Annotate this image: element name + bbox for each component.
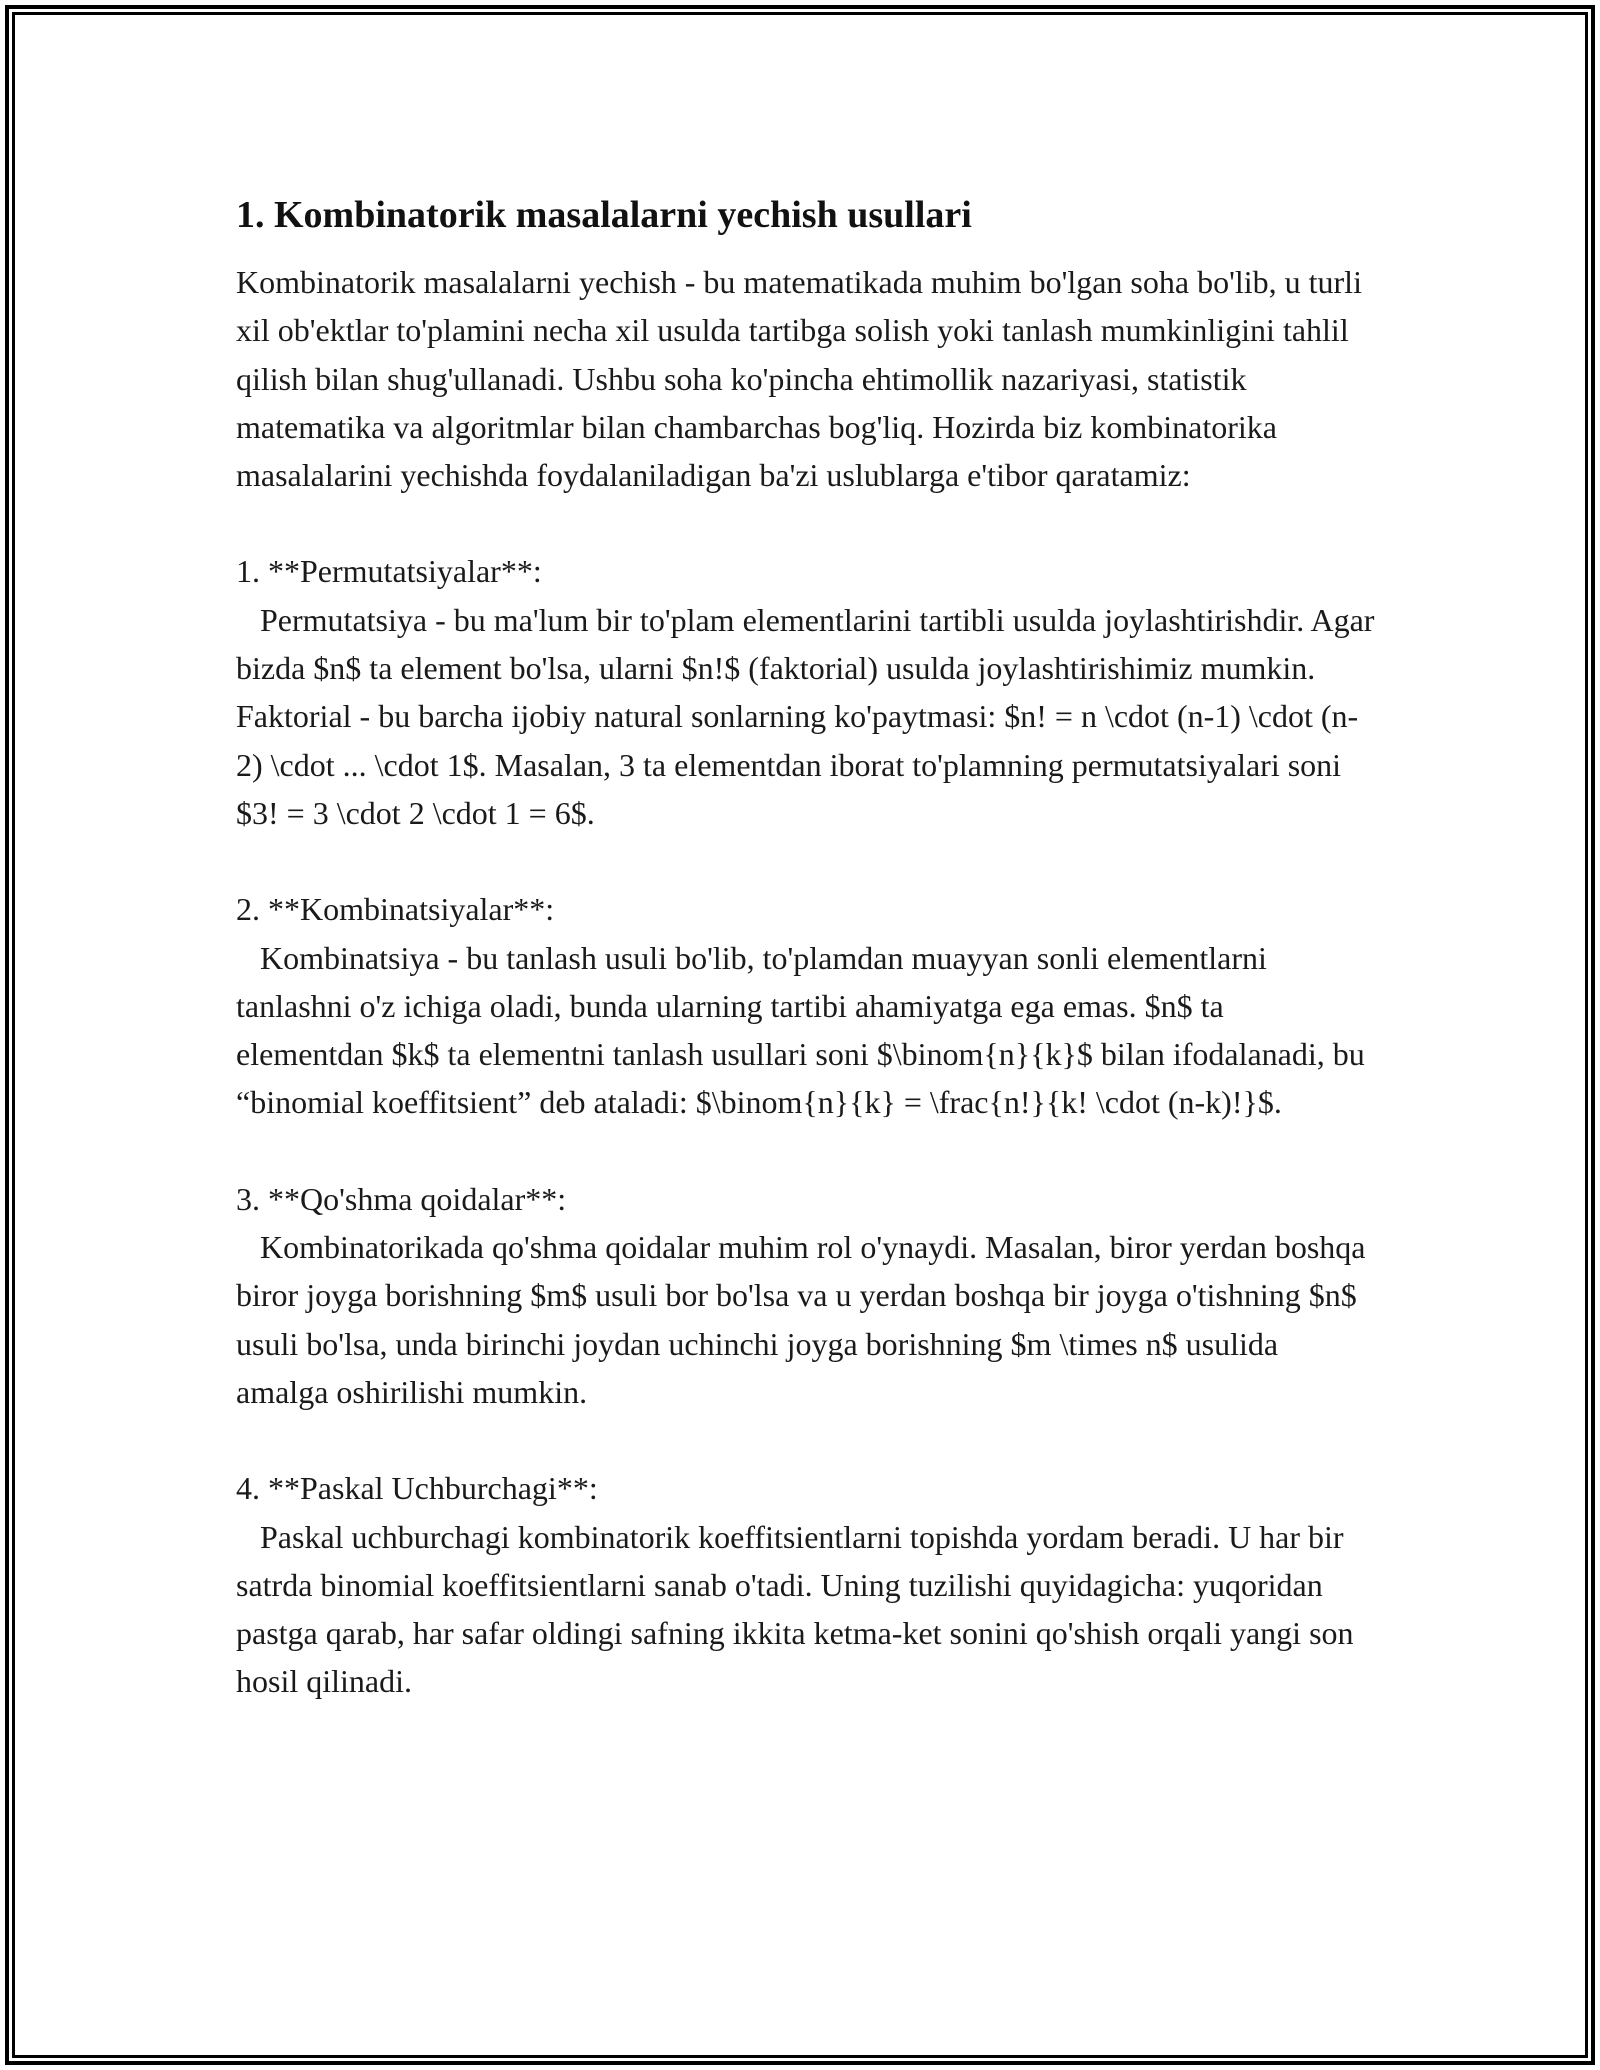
section-heading: 1. **Permutatsiyalar**: [236, 553, 542, 590]
section-permutations [236, 547, 1383, 837]
document-title: 1. Kombinatorik masalalarni yechish usullari [236, 194, 972, 236]
section-sum-rules [236, 1175, 1376, 1416]
section-body: Kombinatsiya - bu tanlash usuli bo'lib, to'plamdan muayyan sonli elementlarni tanlashni o'z ichiga oladi, bunda ularning tartibi ahamiyatga ega emas. $n$ ta elementdan $k$ ta elementni tanlash usullari soni $\binom{n}{k}$ bilan ifodalanadi, bu “binomial koeffitsient” deb ataladi: $\binom{n}{k} = \frac{n!}{k! \cdot (n-k)!}$. [236, 939, 1373, 1121]
intro-paragraph: Kombinatorik masalalarni yechish - bu matematikada muhim bo'lgan soha bo'lib, u turli xil ob'ektlar to'plamini necha xil usulda tartibga solish yoki tanlash mumkinligini tahlil qilish bilan shug'ullanadi. Ushbu soha ko'pincha ehtimollik nazariyasi, statistik matematika va algoritmlar bilan chambarchas bog'liq. Hozirda biz kombinatorika masalalarini yechishda foydalaniladigan ba'zi uslublarga e'tibor qaratamiz: [236, 264, 1370, 494]
section-combinations [236, 885, 1376, 1126]
section-body: Kombinatorikada qo'shma qoidalar muhim rol o'ynaydi. Masalan, biror yerdan boshqa biror joyga borishning $m$ usuli bor bo'lsa va u yerdan boshqa bir joyga o'tishning $n$ usuli bo'lsa, unda birinchi joydan uchinchi joyga borishning $m \times n$ usulida amalga oshirilishi mumkin. [236, 1229, 1374, 1410]
section-pascal-triangle [236, 1464, 1376, 1705]
section-heading: 4. **Paskal Uchburchagi**: [236, 1470, 598, 1507]
section-heading: 2. **Kombinatsiyalar**: [236, 891, 555, 928]
section-body: Paskal uchburchagi kombinatorik koeffitsientlarni topishda yordam beradi. U har bir satrda binomial koeffitsientlarni sanab o'tadi. Uning tuzilishi quyidagicha: yuqoridan pastga qarab, har safar oldingi safning ikkita ketma-ket sonini qo'shish orqali yangi son hosil qilinadi. [236, 1518, 1362, 1700]
section-heading: 3. **Qo'shma qoidalar**: [236, 1180, 567, 1217]
document-page [236, 188, 1383, 1706]
section-body: Permutatsiya - bu ma'lum bir to'plam elementlarini tartibli usulda joylashtirishdir. Agar bizda $n$ ta element bo'lsa, ularni $n!$ (faktorial) usulda joylashtirishimiz mumkin. Faktorial - bu barcha ijobiy natural sonlarning ko'paytmasi: $n! = n \cdot (n-1) \cdot (n-2) \cdot ... \cdot 1$. Masalan, 3 ta elementdan iborat to'plamning permutatsiyalari soni $3! = 3 \cdot 2 \cdot 1 = 6$. [236, 601, 1383, 831]
